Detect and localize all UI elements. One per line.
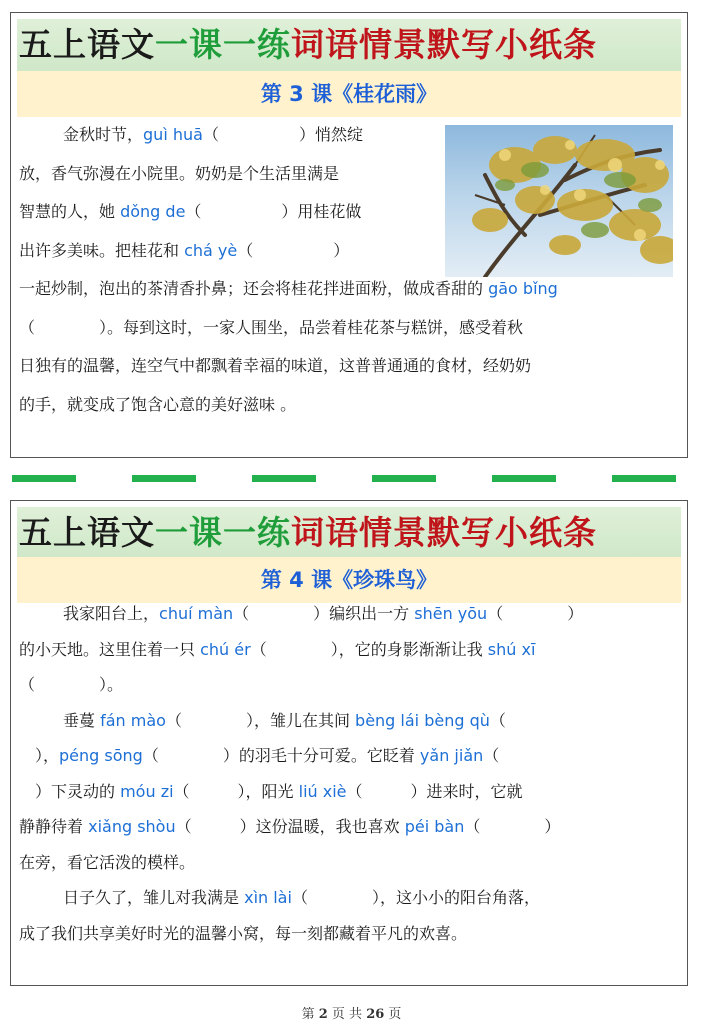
- answer-blank[interactable]: （: [483, 746, 500, 765]
- pinyin-prompt: xìn lài: [244, 888, 292, 907]
- pinyin-prompt: fán mào: [100, 710, 166, 730]
- passage-line: [19, 232, 558, 271]
- passage-line: 成了我们共享美好时光的温馨小窝，每一刻都藏着平凡的欢喜。: [19, 923, 468, 943]
- answer-blank[interactable]: （ ）: [487, 604, 584, 623]
- footer-text: 第: [301, 1007, 315, 1022]
- total-page-count: 26: [366, 1007, 385, 1022]
- lesson-3-passage: [19, 116, 558, 424]
- pinyin-prompt: chá yè: [184, 240, 238, 260]
- text-segment: 出许多美味。把桂花和: [19, 240, 185, 260]
- answer-blank[interactable]: （ ）的羽毛十分可爱。它眨着: [142, 746, 420, 765]
- answer-blank[interactable]: （ ）用桂花做: [185, 202, 362, 221]
- worksheet-banner: [17, 507, 681, 559]
- current-page-number: 2: [318, 1007, 328, 1022]
- text-segment: 日子久了，雏儿对我满是: [63, 888, 245, 907]
- pinyin-prompt: dǒng de: [120, 202, 186, 221]
- passage-line: [19, 738, 583, 774]
- passage-line: [19, 632, 583, 668]
- pinyin-prompt: móu zi: [120, 781, 174, 801]
- passage-line: 在旁，看它活泼的模样。: [19, 852, 196, 872]
- pinyin-prompt: shēn yōu: [414, 604, 488, 623]
- answer-blank[interactable]: （ ），这小小的阳台角落，: [291, 888, 540, 907]
- passage-line: [19, 270, 558, 309]
- pinyin-prompt: gāo bǐng: [488, 279, 558, 298]
- passage-line: [19, 880, 583, 916]
- pinyin-prompt: bèng lái bèng qù: [355, 710, 490, 730]
- pinyin-prompt: chuí màn: [159, 604, 234, 623]
- banner-part-1: 五上语文: [19, 25, 155, 64]
- passage-line: [19, 809, 583, 845]
- lesson-4-passage: [19, 596, 583, 951]
- passage-line: [19, 596, 583, 632]
- separator-dash: [132, 475, 196, 482]
- pinyin-prompt: liú xiè: [298, 781, 347, 801]
- lesson-4-subtitle: 第 4 课《珍珠鸟》: [17, 557, 681, 603]
- page-footer: [0, 1003, 703, 1022]
- passage-line: 的手，就变成了饱含心意的美好滋味 。: [19, 394, 297, 414]
- answer-blank[interactable]: （ ）: [464, 817, 561, 836]
- answer-blank[interactable]: （ ）这份温暖，我也喜欢: [175, 817, 405, 836]
- answer-blank[interactable]: ），: [19, 746, 60, 765]
- answer-blank[interactable]: （ ）进来时，它就: [346, 781, 523, 801]
- text-segment: 的小天地。这里住着一只: [19, 639, 201, 659]
- passage-line[interactable]: （ ）。每到这时，一家人围坐，品尝着桂花茶与糕饼，感受着秋: [19, 317, 524, 337]
- pinyin-prompt: xiǎng shòu: [88, 817, 176, 836]
- separator-dash: [492, 475, 556, 482]
- answer-blank[interactable]: ）下灵动的: [19, 781, 121, 801]
- pinyin-prompt: yǎn jiǎn: [419, 746, 484, 765]
- worksheet-banner: [17, 19, 681, 71]
- worksheet-card-lesson-4: [10, 500, 688, 986]
- text-segment: 我家阳台上，: [63, 604, 160, 623]
- banner-part-2: 一课一练: [155, 513, 291, 552]
- banner-part-1: 五上语文: [19, 513, 155, 552]
- banner-part-3: 词语情景默写小纸条: [291, 513, 597, 552]
- text-segment: 静静待着: [19, 817, 89, 836]
- worksheet-card-lesson-3: [10, 12, 688, 458]
- text-segment: 智慧的人，她: [19, 202, 121, 221]
- answer-blank[interactable]: （ ）。: [19, 675, 124, 694]
- banner-part-3: 词语情景默写小纸条: [291, 25, 597, 64]
- answer-blank[interactable]: （ ），阳光: [173, 781, 299, 801]
- answer-blank[interactable]: （ ）悄然绽: [202, 125, 363, 144]
- passage-line: 日独有的温馨，连空气中都飘着幸福的味道，这普普通通的食材，经奶奶: [19, 356, 532, 375]
- pinyin-prompt: chú ér: [200, 639, 251, 659]
- passage-line: [19, 116, 558, 155]
- lesson-3-subtitle: 第 3 课《桂花雨》: [17, 71, 681, 117]
- answer-blank[interactable]: （ ），雏儿在其间: [165, 710, 356, 730]
- answer-blank[interactable]: （ ），它的身影渐渐让我: [250, 639, 488, 659]
- footer-text: 页 共: [331, 1007, 363, 1022]
- pinyin-prompt: shú xī: [487, 639, 536, 659]
- separator-dash: [372, 475, 436, 482]
- answer-blank[interactable]: （ ）: [237, 240, 350, 260]
- pinyin-prompt: péi bàn: [404, 817, 465, 836]
- footer-text: 页: [388, 1007, 402, 1022]
- answer-blank[interactable]: （: [489, 710, 506, 730]
- text-segment: 垂蔓: [63, 710, 101, 730]
- pinyin-prompt: péng sōng: [59, 746, 143, 765]
- separator-dash: [252, 475, 316, 482]
- passage-line: [19, 774, 583, 810]
- banner-part-2: 一课一练: [155, 25, 291, 64]
- pinyin-prompt: guì huā: [143, 125, 203, 144]
- passage-line: 放，香气弥漫在小院里。奶奶是个生活里满是: [19, 163, 340, 183]
- answer-blank[interactable]: （ ）编织出一方: [233, 604, 415, 623]
- text-segment: 金秋时节，: [63, 125, 144, 144]
- passage-line: [19, 193, 558, 232]
- separator-dash: [12, 475, 76, 482]
- separator-dash: [612, 475, 676, 482]
- text-segment: 一起炒制，泡出的茶清香扑鼻；还会将桂花拌进面粉，做成香甜的: [19, 279, 489, 298]
- passage-line: [19, 703, 583, 739]
